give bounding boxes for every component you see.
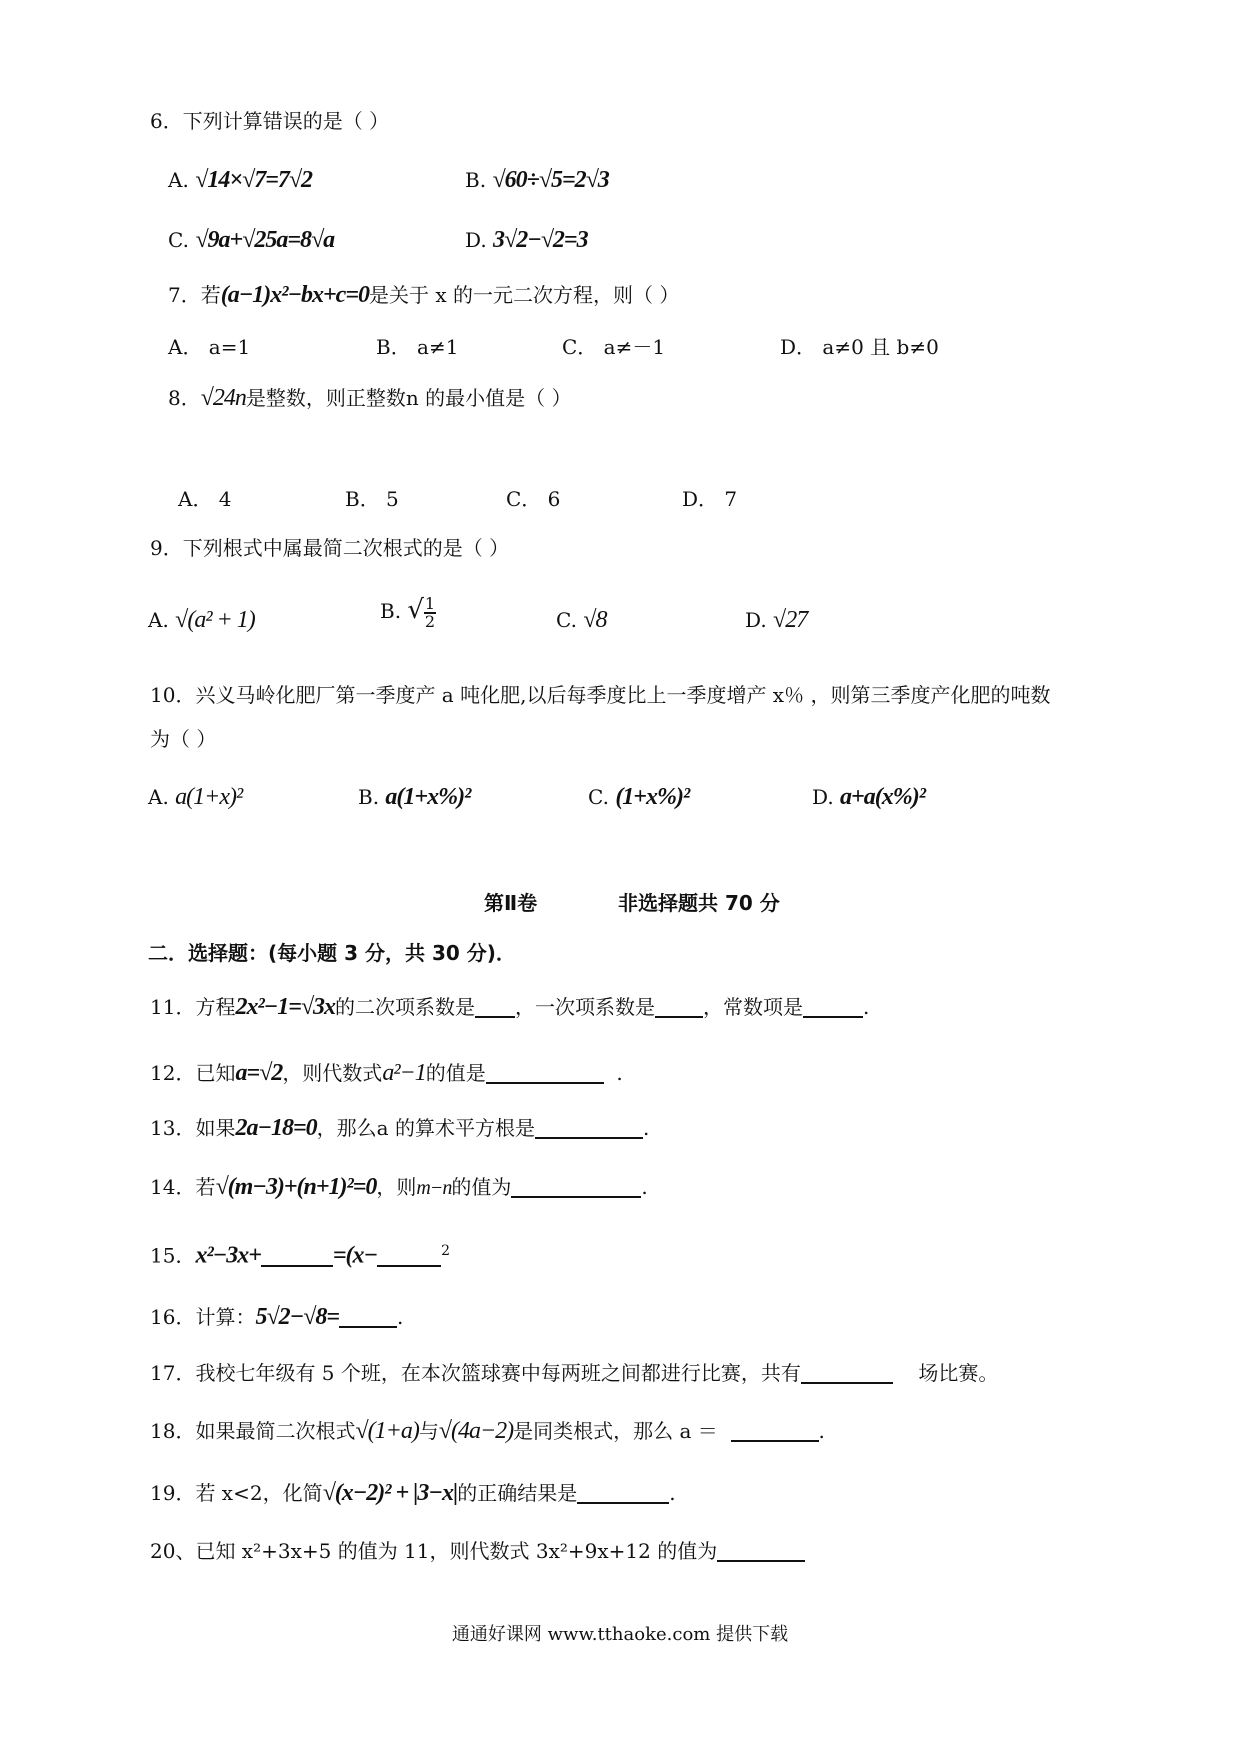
q15 [150, 1236, 450, 1271]
q9-stem: 9．下列根式中属最简二次根式的是（ ） [150, 536, 510, 560]
q6-stem: 6．下列计算错误的是（ ） [150, 109, 390, 133]
q9-option-c [556, 605, 606, 635]
q19-post: 的正确结果是 [457, 1481, 578, 1505]
q18-blank[interactable] [731, 1418, 819, 1442]
q15-pre: 15． [150, 1243, 196, 1268]
q10-c-label: C. [588, 785, 609, 809]
q10-b-label: B. [358, 785, 380, 809]
q10-option-d [812, 782, 925, 812]
q11 [150, 992, 869, 1022]
q15-expr2: =(x− [332, 1242, 378, 1269]
q10-d-label: D. [812, 785, 834, 809]
q6-b-label: B. [465, 168, 487, 192]
q9-d-label: D. [745, 608, 767, 632]
q7-option-d: D． a≠0 且 b≠0 [780, 335, 939, 359]
q11-mid1: 的二次项系数是 [335, 995, 476, 1019]
q6-d-expr: 3√2−√2=3 [493, 227, 588, 253]
q14-expr: √(m−3)+(n+1)²=0 [215, 1174, 377, 1200]
q12-end: . [616, 1061, 623, 1085]
q13-expr: 2a−18=0 [235, 1115, 317, 1141]
q6-option-b [465, 165, 609, 195]
q10-d-expr: a+a(x%)² [840, 784, 925, 810]
footer-source: 通通好课网 www.tthaoke.com 提供下载 [451, 1624, 789, 1645]
q9-b-label: B. [380, 599, 402, 623]
q8-option-b: B． 5 [345, 487, 399, 511]
q10-option-b [358, 782, 470, 812]
q9-b-fraction [424, 593, 436, 631]
q16-end: . [397, 1305, 404, 1329]
q10-stem-2: 为（ ） [150, 727, 217, 751]
q6-option-c [168, 225, 334, 255]
q6-b-expr: √60÷√5=2√3 [492, 167, 609, 193]
q11-blank-3[interactable] [803, 994, 863, 1018]
q7-expr: (a−1)x²−bx+c=0 [220, 282, 370, 308]
q9-a-label: A. [148, 608, 169, 632]
q10-stem: 10．兴义马岭化肥厂第一季度产 a 吨化肥,以后每季度比上一季度增产 x％ ，则第三季度产化肥的吨数 [150, 683, 1051, 707]
q20-text: 20、已知 x²+3x+5 的值为 11，则代数式 3x²+9x+12 的值为 [150, 1539, 718, 1563]
q15-blank-2[interactable] [377, 1243, 441, 1267]
q13-pre: 13．如果 [150, 1116, 236, 1140]
q6-a-label: A. [168, 168, 189, 192]
q9-option-b [380, 595, 436, 630]
q8-expr: √24n [200, 385, 246, 411]
q13 [150, 1113, 649, 1143]
q10-option-c [588, 782, 689, 812]
q6-option-d [465, 225, 588, 255]
q14-expr2: m−n [416, 1177, 452, 1199]
q12-post: 的值是 [425, 1061, 486, 1085]
q12-mid: ，则代数式 [282, 1061, 383, 1085]
q8-pre: 8． [168, 386, 201, 410]
q14-mid: ，则 [376, 1175, 417, 1199]
q16 [150, 1302, 403, 1332]
section-heading: 二．选择题：(每小题 3 分，共 30 分)． [148, 941, 516, 965]
q10-a-label: A. [148, 785, 169, 809]
q9-b-num: 1 [424, 593, 436, 613]
q14-pre: 14．若 [150, 1175, 216, 1199]
q11-blank-1[interactable] [475, 994, 515, 1018]
section-title-left: 第Ⅱ卷 [484, 891, 538, 915]
q11-blank-2[interactable] [655, 994, 703, 1018]
q18-expr2: √(4a−2) [438, 1418, 514, 1444]
q12-expr1: a=√2 [235, 1060, 283, 1086]
q13-end: . [642, 1116, 650, 1140]
q12-pre: 12．已知 [150, 1061, 236, 1085]
q13-post: ，那么a 的算术平方根是 [316, 1116, 535, 1140]
q17 [150, 1358, 998, 1388]
q10-a-expr: a(1+x)² [175, 784, 243, 810]
q11-pre: 11．方程 [150, 995, 236, 1019]
q9-option-d [745, 605, 807, 635]
q13-blank[interactable] [535, 1115, 643, 1139]
q18-expr1: √(1+a) [355, 1418, 419, 1444]
q17-post: 场比赛。 [918, 1361, 999, 1385]
q6-c-label: C. [168, 228, 189, 252]
q15-expr1: x²−3x+ [195, 1242, 261, 1269]
q8-stem [168, 383, 572, 413]
q17-text: 17．我校七年级有 5 个班，在本次篮球赛中每两班之间都进行比赛，共有 [150, 1361, 801, 1385]
q6-c-expr: √9a+√25a=8√a [195, 227, 335, 253]
q12-expr2: a²−1 [382, 1060, 426, 1086]
q18-mid: 与 [418, 1419, 439, 1443]
q18-post: 是同类根式，那么 a ＝ [513, 1419, 718, 1443]
q9-option-a [148, 605, 255, 635]
sqrt-icon: √ [407, 595, 424, 625]
q14-blank[interactable] [511, 1174, 641, 1198]
q17-blank[interactable] [801, 1360, 893, 1384]
q8-option-a: A． 4 [178, 487, 232, 511]
q8-option-d: D． 7 [682, 487, 738, 511]
q14 [150, 1172, 648, 1203]
section-title-right: 非选择题共 70 分 [618, 891, 780, 915]
q8-post: 是整数，则正整数n 的最小值是（ ） [245, 386, 572, 410]
q7-option-a: A． a=1 [168, 335, 251, 359]
q18-end: . [818, 1419, 825, 1443]
q10-c-expr: (1+x%)² [615, 784, 690, 810]
q14-post: 的值为 [451, 1175, 512, 1199]
q8-option-c: C． 6 [506, 487, 561, 511]
q20 [150, 1536, 805, 1566]
q16-expr: 5√2−√8= [255, 1304, 340, 1330]
q16-pre: 16．计算： [150, 1305, 256, 1329]
q10-option-a [148, 782, 242, 812]
q6-d-label: D. [465, 228, 487, 252]
q19-blank[interactable] [577, 1480, 669, 1504]
q15-exponent: 2 [441, 1243, 451, 1259]
q12-blank[interactable] [486, 1060, 604, 1084]
q18 [150, 1416, 825, 1446]
q19-expr: √(x−2)² + |3−x| [322, 1480, 458, 1506]
q7-option-b: B． a≠1 [376, 335, 459, 359]
q11-mid2: ，一次项系数是 [515, 995, 656, 1019]
q12 [150, 1058, 623, 1088]
q9-a-expr: √(a² + 1) [175, 607, 255, 633]
q7-stem [168, 280, 679, 310]
q7-post: 是关于 x 的一元二次方程，则（ ） [369, 283, 680, 307]
q9-b-den: 2 [424, 611, 436, 631]
q14-end: . [641, 1175, 648, 1199]
q9-c-expr: √8 [583, 607, 607, 633]
q10-b-expr: a(1+x%)² [385, 784, 471, 810]
q7-pre: 7．若 [168, 283, 221, 307]
q15-blank-1[interactable] [261, 1243, 333, 1267]
q19 [150, 1478, 676, 1508]
q11-expr: 2x²−1=√3x [235, 994, 336, 1020]
q6-a-expr: √14×√7=7√2 [195, 167, 313, 193]
q19-pre: 19．若 x<2，化简 [150, 1481, 323, 1505]
q16-blank[interactable] [339, 1304, 397, 1328]
q11-mid3: ，常数项是 [703, 995, 804, 1019]
q9-d-expr: √27 [773, 607, 808, 633]
q7-option-c: C． a≠－1 [562, 335, 666, 359]
q6-option-a [168, 165, 312, 195]
q9-c-label: C. [556, 608, 577, 632]
q19-end: . [669, 1481, 676, 1505]
q11-end: . [863, 995, 870, 1019]
q20-blank[interactable] [717, 1538, 805, 1562]
q18-pre: 18．如果最简二次根式 [150, 1419, 356, 1443]
